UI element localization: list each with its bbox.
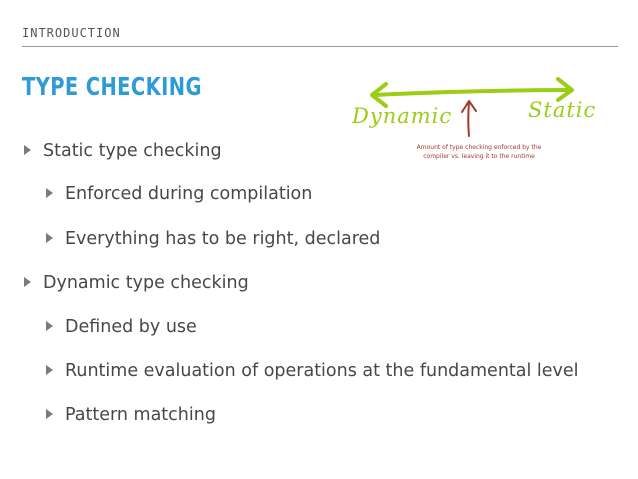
bullet-text: Dynamic type checking <box>43 273 249 293</box>
bullet-triangle-icon <box>46 321 53 331</box>
sub-bullet-item <box>46 361 579 381</box>
sub-bullet-item <box>46 405 216 425</box>
section-label: INTRODUCTION <box>22 26 121 40</box>
sub-bullet-item <box>46 317 197 337</box>
bullet-triangle-icon <box>46 233 53 243</box>
bullet-text: Runtime evaluation of operations at the fundamental level <box>65 361 579 381</box>
sub-bullet-item <box>46 229 380 249</box>
bullet-text: Defined by use <box>65 317 197 337</box>
bullet-triangle-icon <box>24 145 31 155</box>
static-label: Static <box>528 98 597 122</box>
bullet-text: Static type checking <box>43 141 222 161</box>
type-checking-spectrum-diagram <box>344 70 614 178</box>
diagram-caption: Amount of type checking enforced by the compiler vs. leaving it to the runtime <box>416 144 542 160</box>
spectrum-axis-line <box>374 90 570 95</box>
bullet-text: Everything has to be right, declared <box>65 229 381 249</box>
sub-bullet-item <box>46 184 312 204</box>
bullet-item <box>24 141 222 161</box>
bullet-text: Enforced during compilation <box>65 184 313 204</box>
header-divider <box>22 46 618 47</box>
bullet-item <box>24 273 249 293</box>
bullet-triangle-icon <box>24 277 31 287</box>
slide-title: TYPE CHECKING <box>22 72 202 101</box>
bullet-triangle-icon <box>46 409 53 419</box>
dynamic-label: Dynamic <box>352 104 453 128</box>
bullet-text: Pattern matching <box>65 405 216 425</box>
bullet-triangle-icon <box>46 365 53 375</box>
pointer-arrow-icon <box>462 101 476 136</box>
bullet-triangle-icon <box>46 188 53 198</box>
